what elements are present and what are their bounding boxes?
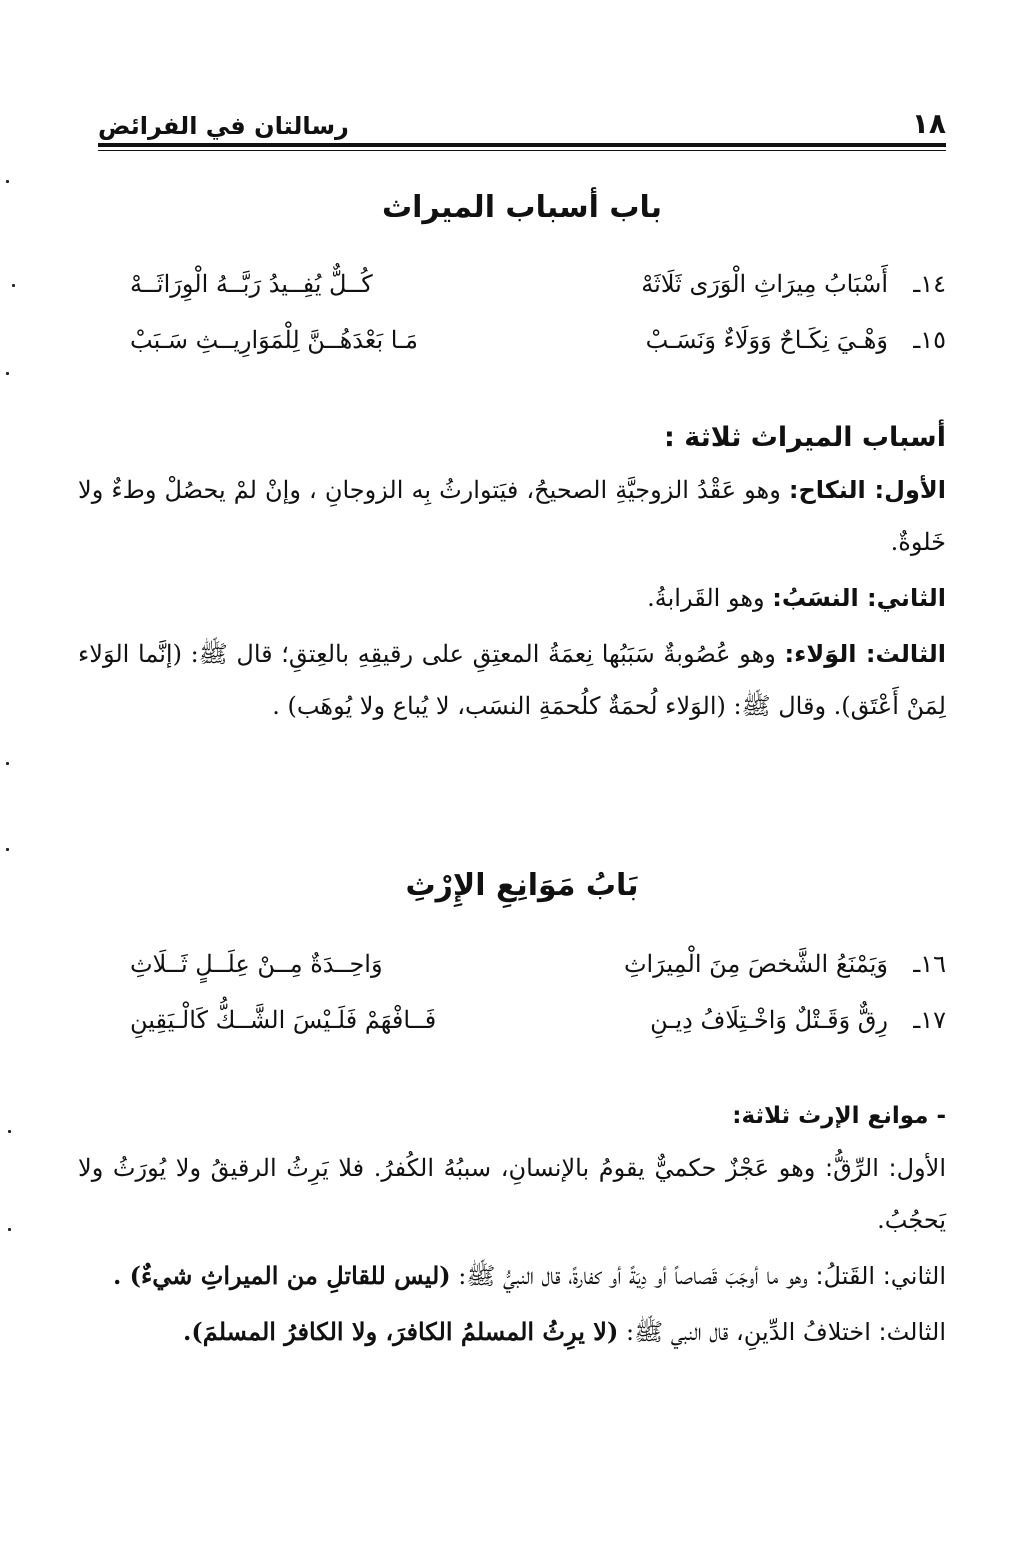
commentary-block-1: [78, 412, 946, 736]
paragraph-slavery: [78, 1142, 946, 1246]
paragraph-lead: الثالث: اختلافُ الدِّينِ،: [736, 1318, 946, 1346]
sub-heading: أسباب الميراث ثلاثة :: [664, 422, 946, 453]
verse-block-2: [130, 950, 946, 1062]
verse-line: [130, 270, 946, 326]
verse-first-hemistich: وَيَمْنَعُ الشَّخصَ مِنَ الْمِيرَاثِ: [623, 950, 888, 978]
verse-number: ١٦ـ: [913, 950, 946, 978]
paragraph-lineage: [78, 572, 946, 624]
scan-speck: [6, 180, 9, 183]
commentary-block-2: [78, 1090, 946, 1362]
verse-second-hemistich: وَاحِــدَةٌ مِــنْ عِلَــلٍ ثَــلَاثِ: [130, 950, 383, 978]
scan-speck: [6, 848, 9, 851]
hadith-quote: (ليس للقاتلِ من الميراثِ شيءٌ) .: [112, 1261, 451, 1290]
section-title-inheritance-causes: باب أسباب الميراث: [381, 190, 662, 225]
paragraph-lead: الأول: النكاح:: [788, 476, 946, 504]
paragraph-lead: الثاني: القَتلُ:: [815, 1262, 946, 1290]
paragraph-lead: الثاني: النسَبُ:: [772, 584, 946, 612]
verse-line: [130, 1006, 946, 1062]
verse-block-1: [130, 270, 946, 382]
paragraph-text: وهو عَجْزٌ حكميٌّ يقومُ بالإنسانِ، سببُهُ الكُفرُ. فلا يَرِثُ الرقيقُ ولا يُورَثُ ولا يَحجُبُ.: [78, 1154, 946, 1234]
page-number: ١٨: [911, 107, 946, 140]
verse-line: [130, 950, 946, 1006]
paragraph-text: وهو عَقْدُ الزوجيَّةِ الصحيحُ، فيَتوارثُ بِه الزوجانِ ، وإنْ لمْ يحصُلْ وطءٌ ولا خَلوةٌ.: [78, 476, 946, 556]
paragraph-lead: الثالث: الوَلاء:: [784, 640, 946, 668]
verse-second-hemistich: مَـا بَعْدَهُــنَّ لِلْمَوَارِيــثِ سَـبَبْ: [130, 326, 418, 354]
verse-second-hemistich: فَــافْهَمْ فَلَـيْسَ الشَّــكُّ كَالْـيَقِينِ: [130, 1006, 437, 1034]
paragraph-text: وهو عُصُوبةٌ سَبَبُها نِعمَةُ المعتِقِ على رقيقِهِ بالعِتقِ؛ قال ﷺ: (إنَّما الوَلاء لِمَنْ أَعْتَق). وقال ﷺ: (الوَلاء لُحمَةٌ كلُحمَةِ النسَب، لا يُباع ولا يُوهَب) .: [78, 640, 946, 720]
sub-heading: - موانع الإرث ثلاثة:: [732, 1103, 946, 1129]
paragraph-marriage: [78, 464, 946, 568]
scan-speck: [12, 284, 15, 287]
verse-number: ١٧ـ: [913, 1006, 946, 1034]
paragraph-wala: [78, 628, 946, 732]
verse-line: [130, 326, 946, 382]
scan-speck: [6, 762, 9, 765]
section-title-inheritance-impediments: بَابُ مَوَانِعِ الإِرْثِ: [405, 868, 639, 903]
paragraph-killing: [78, 1250, 946, 1302]
verse-first-hemistich: وَهْـيَ نِكَـاحٌ وَوَلَاءٌ وَنَسَـبْ: [645, 326, 888, 354]
header-rule-thin: [98, 150, 946, 151]
scan-speck: [8, 1228, 11, 1231]
paragraph-text: وهو القَرابةُ.: [647, 584, 773, 612]
hadith-quote: (لا يرِثُ المسلمُ الكافرَ، ولا الكافرُ المسلمَ).: [183, 1317, 619, 1346]
verse-number: ١٤ـ: [913, 270, 946, 298]
running-title: رسالتان في الفرائض: [98, 112, 349, 140]
paragraph-text: قال النبي ﷺ:: [618, 1318, 737, 1346]
verse-number: ١٥ـ: [913, 326, 946, 354]
paragraph-text: وهو ما أوجَبَ قَصاصاً أو دِيَةً أو كفارةً، قال النبيُّ ﷺ:: [450, 1262, 816, 1290]
scan-speck: [8, 1130, 11, 1133]
verse-first-hemistich: رِقٌّ وَقَـتْلٌ وَاخْـتِلَافُ دِيـنِ: [650, 1006, 888, 1034]
paragraph-religion-difference: [78, 1306, 946, 1358]
paragraph-lead: الأول: الرِّقُّ:: [824, 1154, 946, 1182]
page-header: [98, 100, 946, 140]
verse-second-hemistich: كُــلٌّ يُفِــيدُ رَبَّــهُ الْوِرَاثَــهْ: [130, 270, 373, 298]
verse-first-hemistich: أَسْبَابُ مِيرَاثِ الْوَرَى ثَلَاثَهْ: [641, 270, 888, 298]
header-rule-thick: [98, 143, 946, 147]
scan-speck: [6, 372, 9, 375]
